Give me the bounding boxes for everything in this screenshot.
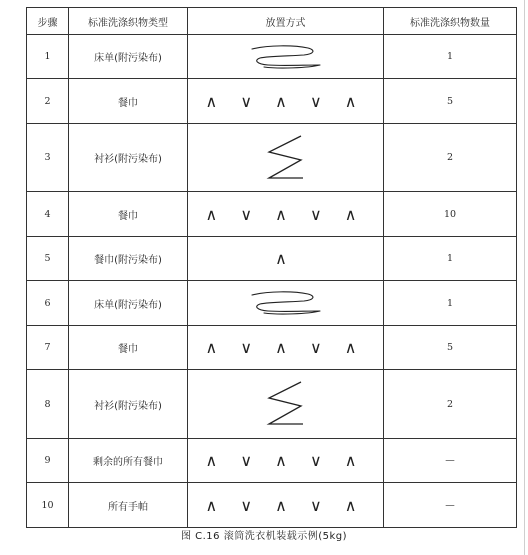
cell-quantity: 2 — [384, 370, 517, 439]
cell-placement — [188, 281, 384, 326]
cell-quantity: 5 — [384, 326, 517, 370]
cropped-previous-text — [0, 0, 528, 6]
cell-fabric-type: 剩余的所有餐巾 — [69, 439, 188, 483]
cell-fabric-type: 衬衫(附污染布) — [69, 124, 188, 192]
cell-placement — [188, 79, 384, 124]
cell-step: 5 — [27, 237, 69, 281]
cell-quantity: 2 — [384, 124, 517, 192]
cell-step: 3 — [27, 124, 69, 192]
folded-sheet-icon — [246, 43, 326, 71]
cell-fabric-type: 餐巾(附污染布) — [69, 237, 188, 281]
cell-placement — [188, 124, 384, 192]
folded-shirt-icon — [261, 132, 311, 184]
cell-fabric-type: 餐巾 — [69, 326, 188, 370]
folded-sheet-icon — [246, 289, 326, 317]
cell-fabric-type: 餐巾 — [69, 79, 188, 124]
table-row — [27, 370, 517, 439]
napkin-zigzag-icon: ∧ ∨ ∧ ∨ ∧ — [205, 451, 366, 470]
cell-placement — [188, 192, 384, 237]
napkin-zigzag-icon: ∧ ∨ ∧ ∨ ∧ — [205, 91, 366, 111]
cell-placement — [188, 370, 384, 439]
cell-placement — [188, 439, 384, 483]
cell-step: 4 — [27, 192, 69, 237]
cell-placement — [188, 326, 384, 370]
cell-fabric-type: 衬衫(附污染布) — [69, 370, 188, 439]
cell-step: 9 — [27, 439, 69, 483]
cell-quantity: — — [384, 483, 517, 528]
figure-caption: 图 C.16 滚筒洗衣机装载示例(5kg) — [180, 531, 348, 542]
table-row — [27, 326, 517, 370]
cell-fabric-type: 所有手帕 — [69, 483, 188, 528]
cell-step: 8 — [27, 370, 69, 439]
napkin-zigzag-icon: ∧ — [275, 249, 296, 268]
cell-step: 10 — [27, 483, 69, 528]
cell-placement — [188, 237, 384, 281]
cell-quantity: 1 — [384, 35, 517, 79]
cell-step: 6 — [27, 281, 69, 326]
napkin-zigzag-icon: ∧ ∨ ∧ ∨ ∧ — [205, 338, 366, 357]
cell-quantity: 1 — [384, 237, 517, 281]
table-row — [27, 35, 517, 79]
loading-example-table — [26, 7, 517, 528]
table-row — [27, 79, 517, 124]
table-row — [27, 483, 517, 528]
table-row — [27, 281, 517, 326]
page-edge-line — [524, 0, 525, 555]
cell-placement — [188, 483, 384, 528]
header-quantity: 标准洗涤织物数量 — [384, 8, 517, 35]
table-body — [27, 35, 517, 528]
cell-placement — [188, 35, 384, 79]
folded-shirt-icon — [261, 378, 311, 430]
table-row — [27, 237, 517, 281]
cell-quantity: — — [384, 439, 517, 483]
table-header-row — [27, 8, 517, 35]
cell-fabric-type: 床单(附污染布) — [69, 35, 188, 79]
napkin-zigzag-icon: ∧ ∨ ∧ ∨ ∧ — [205, 204, 366, 224]
cell-fabric-type: 床单(附污染布) — [69, 281, 188, 326]
header-fabric-type: 标准洗涤织物类型 — [69, 8, 188, 35]
table-row — [27, 439, 517, 483]
cell-fabric-type: 餐巾 — [69, 192, 188, 237]
cell-step: 7 — [27, 326, 69, 370]
cell-quantity: 1 — [384, 281, 517, 326]
table-row — [27, 124, 517, 192]
napkin-zigzag-icon: ∧ ∨ ∧ ∨ ∧ — [205, 495, 366, 515]
header-step: 步骤 — [27, 8, 69, 35]
cell-quantity: 10 — [384, 192, 517, 237]
table-row — [27, 192, 517, 237]
cell-step: 1 — [27, 35, 69, 79]
cell-quantity: 5 — [384, 79, 517, 124]
cell-step: 2 — [27, 79, 69, 124]
header-placement: 放置方式 — [188, 8, 384, 35]
